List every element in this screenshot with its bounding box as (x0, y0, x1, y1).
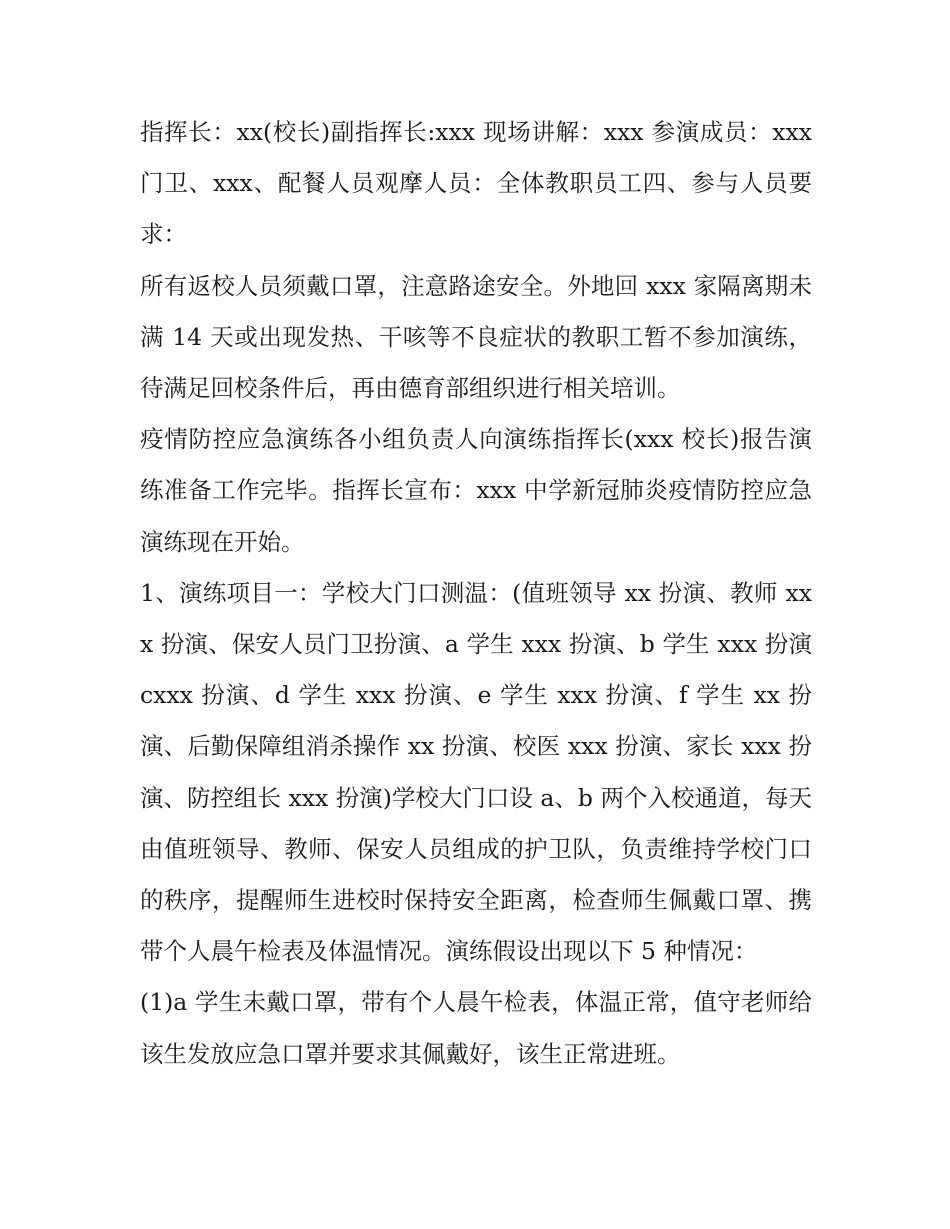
paragraph-case-one: (1)a 学生未戴口罩，带有个人晨午检表，体温正常，值守老师给该生发放应急口罩并要求其佩戴好，该生正常进班。 (140, 988, 812, 1068)
document-body (140, 107, 812, 1080)
paragraph-command-roster: 指挥长：xx(校长)副指挥长:xxx 现场讲解：xxx 参演成员：xxx 门卫、xxx、配餐人员观摩人员：全体教职员工四、参与人员要求： (140, 118, 812, 249)
paragraph-personnel-requirements: 所有返校人员须戴口罩，注意路途安全。外地回 xxx 家隔离期未满 14 天或出现发热、干咳等不良症状的教职工暂不参加演练，待满足回校条件后，再由德育部组织进行相关培训。 (140, 271, 812, 403)
paragraph-drill-item-one: 1、演练项目一：学校大门口测温：(值班领导 xx 扮演、教师 xxx 扮演、保安人员门卫扮演、a 学生 xxx 扮演、b 学生 xxx 扮演 cxxx 扮演、d 学生 xxx 扮演、e 学生 xxx 扮演、f 学生 xx 扮演、后勤保障组消杀操作 xx 扮演、校医 xxx 扮演、家长 xxx 扮演、防控组长 xxx 扮演)学校大门口设 a、b 两个入校通道，每天由值班领导、教师、保安人员组成的护卫队，负责维持学校门口的秩序，提醒师生进校时保持安全距离，检查师生佩戴口罩、携带个人晨午检表及体温情况。演练假设出现以下 5 种情况： (140, 578, 812, 966)
paragraph-drill-start: 疫情防控应急演练各小组负责人向演练指挥长(xxx 校长)报告演练准备工作完毕。指挥长宣布：xxx 中学新冠肺炎疫情防控应急演练现在开始。 (140, 425, 812, 556)
